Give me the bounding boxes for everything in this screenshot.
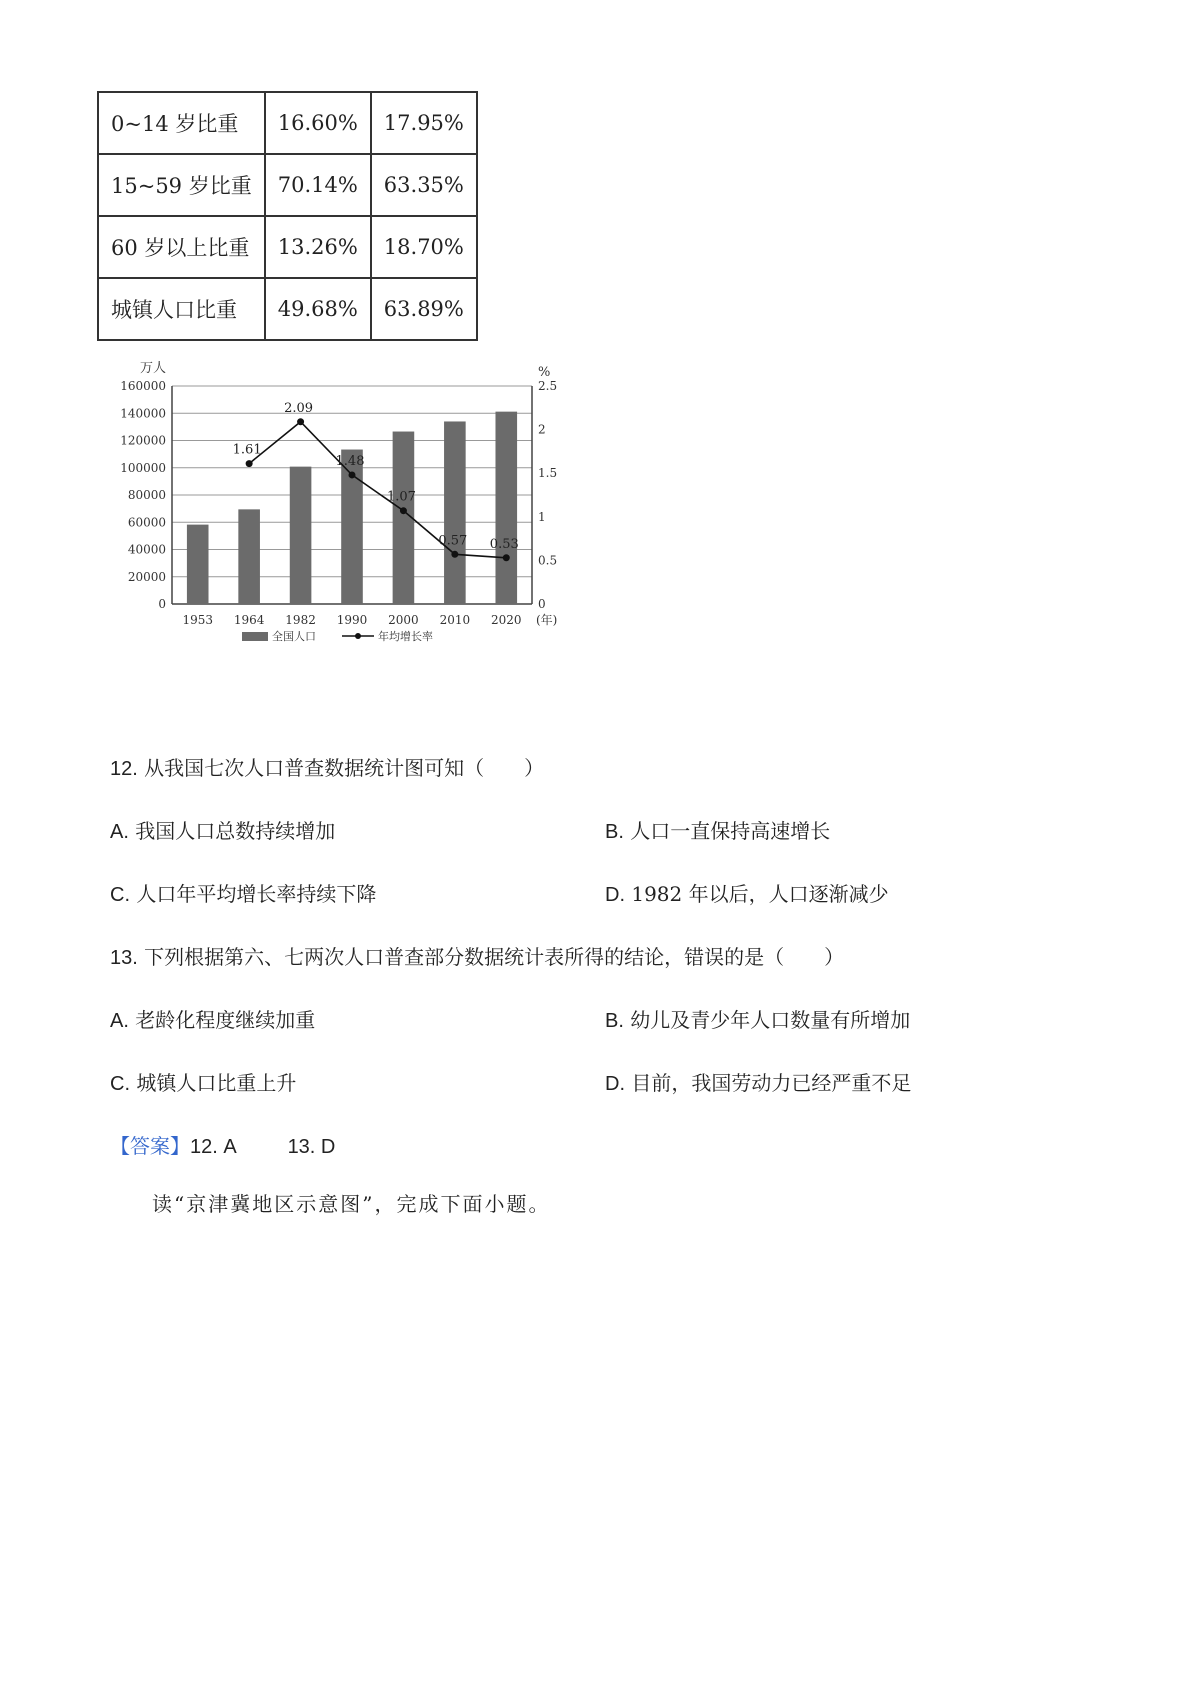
sixth-census-value: 16.60% bbox=[265, 92, 371, 154]
option-letter: A. bbox=[110, 1010, 129, 1032]
sixth-census-value: 13.26% bbox=[265, 216, 371, 278]
option-text: 目前，我国劳动力已经严重不足 bbox=[631, 1071, 912, 1095]
x-tick-label: 2000 bbox=[388, 613, 419, 627]
q13-option-b bbox=[605, 1004, 910, 1033]
growth-rate-point bbox=[400, 507, 407, 514]
question-text: 从我国七次人口普查数据统计图可知（ ） bbox=[144, 756, 545, 780]
option-text: 1982 年以后，人口逐渐减少 bbox=[631, 882, 889, 906]
option-letter: B. bbox=[605, 821, 624, 843]
growth-rate-label: 1.07 bbox=[386, 489, 416, 505]
legend-bar-swatch bbox=[242, 632, 268, 641]
x-tick-label: 1964 bbox=[233, 613, 265, 627]
left-axis-unit: 万人 bbox=[140, 361, 167, 376]
population-bar bbox=[444, 421, 466, 604]
question-13-stem bbox=[110, 941, 844, 970]
q12-option-d bbox=[605, 878, 889, 907]
population-bar bbox=[495, 412, 517, 604]
legend-line-marker bbox=[355, 633, 361, 639]
table-row bbox=[98, 154, 477, 216]
q13-option-a bbox=[110, 1004, 315, 1033]
growth-rate-label: 1.48 bbox=[335, 453, 365, 469]
left-tick-label: 0 bbox=[158, 597, 166, 611]
x-axis-unit: (年) bbox=[536, 613, 558, 627]
left-tick-label: 100000 bbox=[120, 460, 166, 475]
growth-rate-label: 1.61 bbox=[232, 442, 262, 458]
growth-rate-point bbox=[297, 418, 304, 425]
left-tick-label: 20000 bbox=[127, 569, 166, 584]
question-12-stem bbox=[110, 752, 544, 781]
answer-12: 12. A bbox=[190, 1136, 237, 1158]
growth-rate-line bbox=[249, 422, 506, 558]
x-tick-label: 1982 bbox=[285, 613, 316, 627]
table-row bbox=[98, 92, 477, 154]
option-text: 人口年平均增长率持续下降 bbox=[136, 882, 377, 906]
x-tick-label: 1953 bbox=[182, 613, 213, 627]
left-tick-label: 40000 bbox=[127, 542, 166, 557]
legend-label: 全国人口 bbox=[272, 630, 316, 643]
row-label: 城镇人口比重 bbox=[98, 278, 265, 340]
right-tick-label: 2 bbox=[538, 422, 546, 437]
q12-option-a bbox=[110, 815, 335, 844]
census-table bbox=[97, 91, 478, 341]
x-tick-label: 2010 bbox=[439, 613, 471, 627]
population-bar bbox=[187, 525, 209, 604]
left-tick-label: 120000 bbox=[120, 433, 166, 448]
option-text: 我国人口总数持续增加 bbox=[135, 819, 336, 843]
option-text: 老龄化程度继续加重 bbox=[135, 1008, 316, 1032]
q12-option-c bbox=[110, 878, 376, 907]
growth-rate-label: 0.57 bbox=[438, 533, 468, 549]
seventh-census-value: 18.70% bbox=[371, 216, 477, 278]
row-label: 0~14 岁比重 bbox=[98, 92, 265, 154]
growth-rate-label: 2.09 bbox=[284, 400, 314, 416]
q12-option-b bbox=[605, 815, 830, 844]
left-tick-label: 140000 bbox=[120, 406, 166, 421]
right-tick-label: 0 bbox=[538, 597, 546, 611]
growth-rate-label: 0.53 bbox=[489, 536, 519, 552]
growth-rate-point bbox=[503, 554, 510, 561]
option-letter: D. bbox=[605, 1073, 625, 1095]
option-letter: D. bbox=[605, 884, 625, 906]
next-section-intro: 读“京津冀地区示意图”，完成下面小题。 bbox=[152, 1192, 551, 1216]
sixth-census-value: 70.14% bbox=[265, 154, 371, 216]
option-letter: C. bbox=[110, 1073, 130, 1095]
left-tick-label: 80000 bbox=[127, 488, 166, 502]
population-bar bbox=[238, 509, 260, 604]
right-tick-label: 2.5 bbox=[538, 379, 558, 393]
left-tick-label: 60000 bbox=[127, 515, 166, 530]
option-text: 城镇人口比重上升 bbox=[136, 1071, 297, 1095]
right-tick-label: 1 bbox=[538, 509, 546, 524]
left-tick-label: 160000 bbox=[120, 379, 166, 393]
question-number: 13. bbox=[110, 947, 138, 969]
seventh-census-value: 17.95% bbox=[371, 92, 477, 154]
population-bar bbox=[290, 467, 312, 604]
seventh-census-value: 63.89% bbox=[371, 278, 477, 340]
row-label: 15~59 岁比重 bbox=[98, 154, 265, 216]
question-text: 下列根据第六、七两次人口普查部分数据统计表所得的结论，错误的是（ ） bbox=[144, 945, 845, 969]
answer-line bbox=[110, 1130, 335, 1159]
row-label: 60 岁以上比重 bbox=[98, 216, 265, 278]
x-tick-label: 1990 bbox=[336, 613, 368, 627]
table-row bbox=[98, 278, 477, 340]
question-number: 12. bbox=[110, 758, 138, 780]
sixth-census-value: 49.68% bbox=[265, 278, 371, 340]
growth-rate-point bbox=[451, 551, 458, 558]
option-letter: B. bbox=[605, 1010, 624, 1032]
option-letter: C. bbox=[110, 884, 130, 906]
option-text: 人口一直保持高速增长 bbox=[630, 819, 831, 843]
option-text: 幼儿及青少年人口数量有所增加 bbox=[630, 1008, 911, 1032]
chart-svg bbox=[112, 352, 582, 662]
growth-rate-point bbox=[246, 460, 253, 467]
population-chart bbox=[112, 352, 582, 662]
right-tick-label: 1.5 bbox=[538, 466, 558, 481]
answer-13: 13. D bbox=[287, 1136, 336, 1158]
legend-label: 年均增长率 bbox=[378, 630, 433, 643]
answer-tag: 【答案】 bbox=[110, 1134, 190, 1158]
right-tick-label: 0.5 bbox=[538, 553, 558, 568]
option-letter: A. bbox=[110, 821, 129, 843]
q13-option-c bbox=[110, 1067, 296, 1096]
x-tick-label: 2020 bbox=[491, 613, 522, 627]
table-row bbox=[98, 216, 477, 278]
q13-option-d bbox=[605, 1067, 911, 1096]
seventh-census-value: 63.35% bbox=[371, 154, 477, 216]
right-axis-unit: % bbox=[538, 365, 551, 380]
growth-rate-point bbox=[349, 471, 356, 478]
